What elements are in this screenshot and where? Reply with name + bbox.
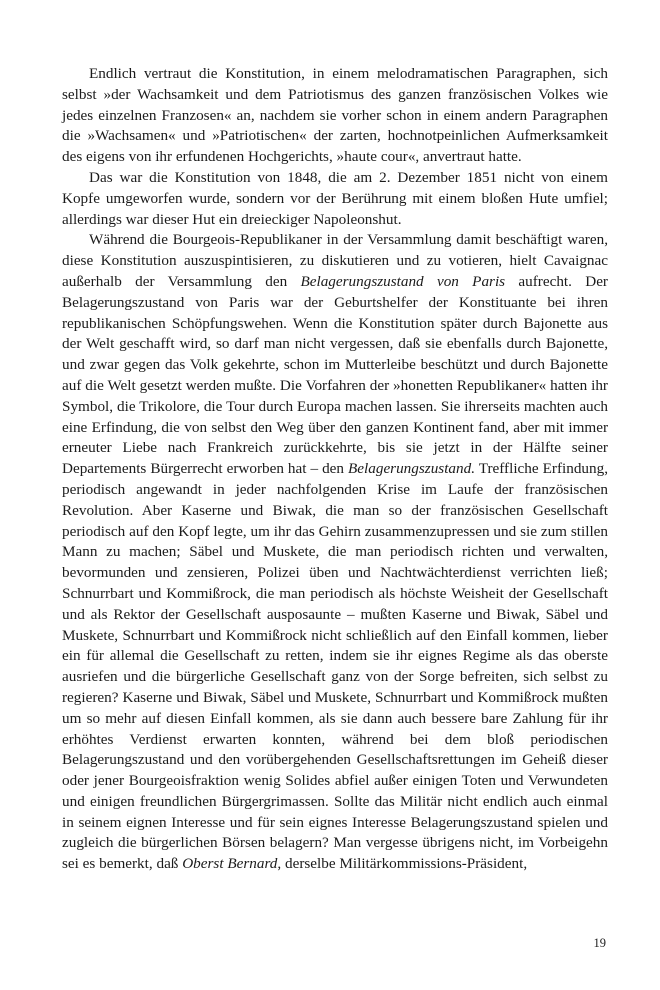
paragraph	[62, 230, 608, 875]
paragraph	[62, 64, 608, 168]
paragraph-text: Endlich vertraut die Konstitution, in einem melodramatischen Paragraphen, sich selbst »der Wachsamkeit und dem Patriotismus des ganzen französischen Volkes wie jedes einzelnen Franzosen« an, nachdem sie vorher schon in einem andern Paragraphen die »Wachsamen« und »Patriotischen« der zarten, hochnotpeinlichen Aufmerksamkeit des eigens von ihr erfundenen Hochgerichts, »haute cour«, anvertraut hatte.	[62, 65, 608, 166]
paragraph-text: aufrecht. Der Belagerungszustand von Paris war der Geburtshelfer der Konstituante bei ihren republikanischen Schöpfungswehen. Wenn die Konstitution später durch Bajonette aus der Welt geschafft wird, so darf man nicht vergessen, daß sie ebenfalls durch Bajonette, und zwar gegen das Volk gekehrte, schon im Mutterleibe beschützt und durch Bajonette auf die Welt gesetzt werden mußte. Die Vorfahren der »honetten Republikaner« hatten ihr Symbol, die Trikolore, die Tour durch Europa machen lassen. Sie ihrerseits machten auch eine Erfindung, die von selbst den Weg über den ganzen Kontinent fand, aber mit immer erneuter Liebe nach Frankreich zurückkehrte, bis sie jetzt in der Hälfte seiner Departements Bürgerrecht erworben hat – den	[62, 272, 608, 478]
paragraph-text: Das war die Konstitution von 1848, die am 2. Dezember 1851 nicht von einem Kopfe umgeworfen wurde, sondern vor der Berührung mit einem bloßen Hute umfiel; allerdings war dieser Hut ein dreieckiger Napoleonshut.	[62, 168, 608, 228]
paragraph	[62, 168, 608, 230]
paragraph-text: Während die Bourgeois-Republikaner in der Versammlung damit beschäftigt waren, diese Konstitution auszuspintisieren, zu diskutieren und zu votieren, hielt Cavaignac außerhalb der Versammlung den	[62, 231, 608, 290]
italic-text: Belagerungszustand.	[348, 460, 475, 478]
page-number: 19	[593, 936, 606, 950]
italic-text: Belagerungszustand von Paris	[300, 272, 506, 290]
paragraph-text: , derselbe Militärkommissions-Präsident,	[277, 855, 528, 873]
italic-text: Oberst Bernard	[182, 855, 278, 873]
paragraph-text: Treffliche Erfindung, periodisch angewandt in jeder nachfolgenden Krise im Laufe der französischen Revolution. Aber Kaserne und Biwak, die man so der französischen Gesellschaft periodisch auf den Kopf legte, um ihr das Gehirn zusammenzupressen und sie zum stillen Mann zu machen; Säbel und Muskete, die man periodisch richten und verwalten, bevormunden und zensieren, Polizei üben und Nachtwächterdienst verrichten ließ; Schnurrbart und Kommißrock, die man periodisch als höchste Weisheit der Gesellschaft und als Rektor der Gesellschaft ausposaunte – mußten Kaserne und Biwak, Säbel und Muskete, Schnurrbart und Kommißrock nicht schließlich auf den Einfall kommen, lieber ein für allemal die Gesellschaft zu retten, indem sie ihr eignes Regime als das oberste ausriefen und die bürgerliche Gesellschaft ganz von der Sorge befreiten, sich selbst zu regieren? Kaserne und Biwak, Säbel und Muskete, Schnurrbart und Kommißrock mußten um so mehr auf diesen Einfall kommen, als sie dann auch bessere bare Zahlung für ihr erhöhtes Verdienst erwarten konnten, während bei dem bloß periodischen Belagerungszustand und den vorübergehenden Gesellschaftsrettungen im Geheiß dieser oder jener Bourgeoisfraktion wenig Solides abfiel außer einigen Toten und Verwundeten und einigen freundlichen Bürgergrimassen. Sollte das Militär nicht endlich auch einmal in seinem eignen Interesse und für sein eignes Interesse Belagerungszustand spielen und zugleich die bürgerlichen Börsen belagern? Man vergesse übrigens nicht, im Vorbeigehn sei es bemerkt, daß	[62, 460, 608, 873]
body-text	[62, 64, 608, 875]
